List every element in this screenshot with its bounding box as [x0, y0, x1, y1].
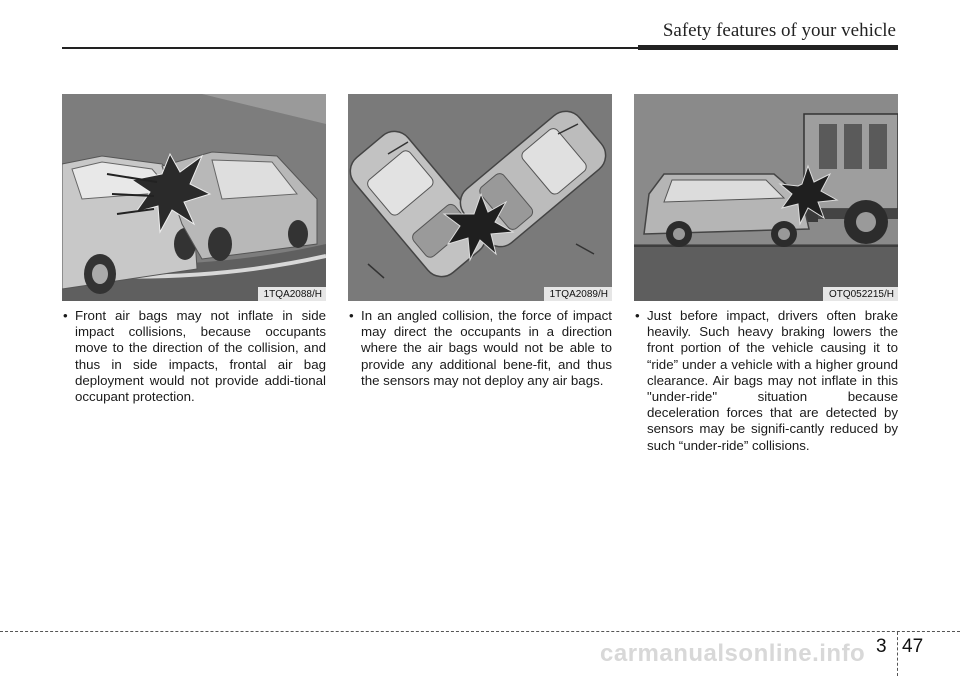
- under-ride-collision-illustration-icon: [634, 94, 898, 301]
- footer-rule: [0, 631, 960, 632]
- page-number-separator: [897, 632, 898, 676]
- figure-code: OTQ052215/H: [823, 287, 898, 301]
- bullet-item: • Just before impact, drivers often brake heavily. Such heavy braking lowers the front portion of the vehicle causing it to “ride” under a vehicle with a higher ground clearance. Air bags may not inflate in this "under-ride" situation because deceleration forces that are detected by sensors may be signifi-cantly reduced by such “under-ride” collisions.: [634, 308, 898, 454]
- angled-collision-illustration-icon: [348, 94, 612, 301]
- text-column-1: [62, 308, 326, 405]
- text-column-3: [634, 308, 898, 454]
- header-rule: [62, 47, 898, 49]
- figure-under-ride-collision: [634, 94, 898, 301]
- figure-code: 1TQA2089/H: [544, 287, 612, 301]
- side-collision-illustration-icon: [62, 94, 326, 301]
- figure-angled-collision: [348, 94, 612, 301]
- bullet-item: • In an angled collision, the force of impact may direct the occupants in a direction where the air bags would not be able to provide any additional bene-fit, and thus the sensors may not deploy any air bags.: [348, 308, 612, 389]
- watermark: carmanualsonline.info: [600, 640, 866, 667]
- section-title: Safety features of your vehicle: [662, 20, 896, 41]
- figure-side-collision: [62, 94, 326, 301]
- chapter-number: 3: [876, 636, 887, 657]
- page-number: 47: [902, 636, 924, 657]
- text-column-2: [348, 308, 612, 389]
- figure-code: 1TQA2088/H: [258, 287, 326, 301]
- bullet-item: • Front air bags may not inflate in side impact collisions, because occupants move to the direction of the collision, and thus in side impacts, frontal air bag deployment would not provide addi-tional occupant protection.: [62, 308, 326, 405]
